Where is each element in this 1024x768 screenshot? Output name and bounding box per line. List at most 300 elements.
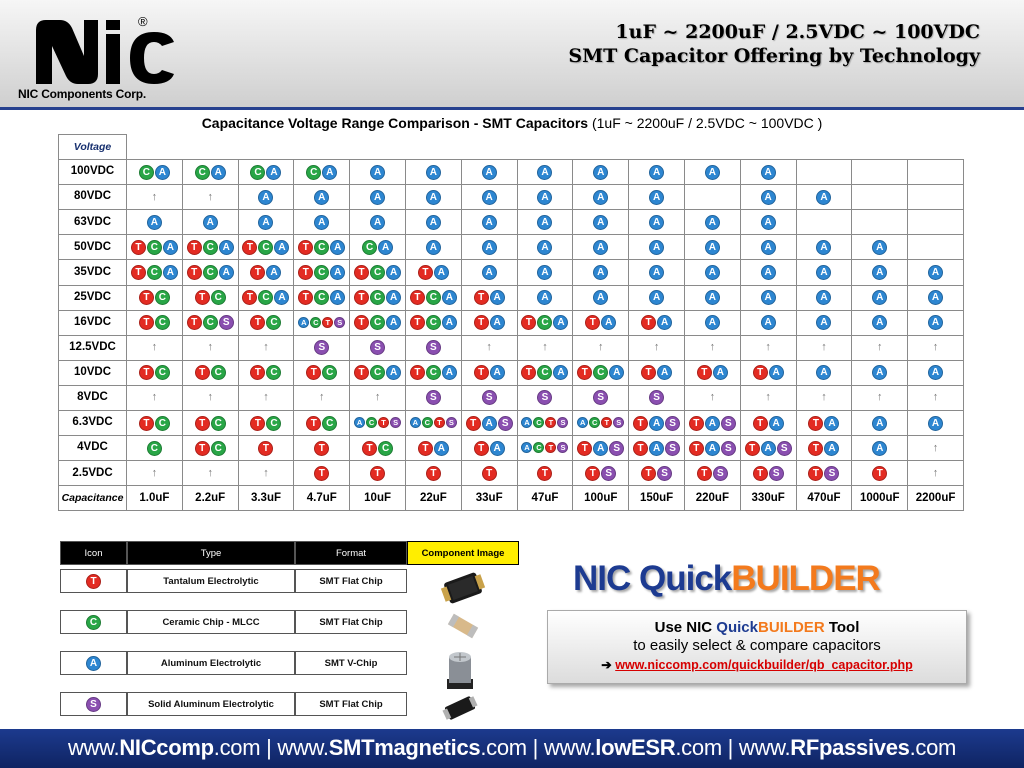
capacitance-label: 3.3uF [238, 486, 294, 511]
aluminum-icon: A [266, 265, 281, 280]
ceramic-icon: C [366, 417, 377, 428]
tantalum-icon: T [306, 416, 321, 431]
aluminum-icon: A [482, 240, 497, 255]
matrix-row [59, 235, 964, 260]
solid-aluminum-icon: S [482, 390, 497, 405]
arrow-up-icon: ↑ [598, 341, 604, 354]
matrix-cell [294, 411, 350, 436]
aluminum-icon: A [386, 265, 401, 280]
aluminum-icon: A [386, 365, 401, 380]
matrix-cell [684, 185, 740, 210]
matrix-cell [461, 285, 517, 310]
matrix-cell [350, 260, 406, 285]
legend-header-format: Format [295, 541, 407, 565]
matrix-cell [796, 385, 852, 410]
aluminum-icon: A [761, 165, 776, 180]
matrix-cell [740, 411, 796, 436]
tantalum-icon: T [808, 416, 823, 431]
capacitance-label: 470uF [796, 486, 852, 511]
aluminum-icon: A [816, 240, 831, 255]
aluminum-icon: A [593, 190, 608, 205]
quickbuilder-logo-nic: NIC [573, 559, 639, 598]
tantalum-icon: T [521, 365, 536, 380]
aluminum-icon: A [705, 290, 720, 305]
ceramic-icon: C [266, 315, 281, 330]
quickbuilder-logo-quick: Quick [639, 559, 732, 598]
legend-header-type: Type [127, 541, 295, 565]
matrix-cell [517, 360, 573, 385]
voltage-label: 8VDC [59, 385, 127, 410]
quickbuilder-headline-quick: Quick [716, 619, 758, 636]
matrix-row [59, 360, 964, 385]
aluminum-icon: A [482, 416, 497, 431]
footer-site-link[interactable] [277, 735, 527, 760]
aluminum-icon: A [537, 265, 552, 280]
matrix-cell [350, 310, 406, 335]
ceramic-icon: C [422, 417, 433, 428]
tantalum-icon: T [577, 441, 592, 456]
ceramic-icon: C [370, 290, 385, 305]
tantalum-icon: T [585, 466, 600, 481]
solid-aluminum-icon: S [390, 417, 401, 428]
ceramic-icon: C [370, 315, 385, 330]
aluminum-icon: A [442, 290, 457, 305]
matrix-cell [127, 436, 183, 461]
matrix-cell [294, 360, 350, 385]
matrix-cell [517, 235, 573, 260]
tantalum-icon: T [370, 466, 385, 481]
ceramic-icon: C [147, 265, 162, 280]
matrix-row [59, 310, 964, 335]
tantalum-chip-image [438, 569, 488, 607]
matrix-cell [461, 310, 517, 335]
footer-separator: | [260, 735, 278, 760]
arrow-up-icon: ↑ [709, 341, 716, 354]
ceramic-icon: C [211, 290, 226, 305]
legend-icon-cell [60, 651, 127, 675]
arrow-up-icon: ↑ [263, 341, 269, 354]
matrix-cell [852, 335, 908, 360]
aluminum-icon: A [649, 240, 664, 255]
aluminum-icon: A [442, 315, 457, 330]
ceramic-icon: C [370, 365, 385, 380]
matrix-cell [350, 185, 406, 210]
arrow-up-icon: ↑ [486, 341, 492, 354]
solid-aluminum-icon: S [446, 417, 457, 428]
matrix-cell [629, 310, 685, 335]
matrix-cell [238, 210, 294, 235]
ceramic-icon: C [203, 315, 218, 330]
footer-site-link[interactable] [544, 735, 722, 760]
matrix-cell [517, 411, 573, 436]
matrix-cell [573, 185, 629, 210]
aluminum-icon: A [649, 416, 664, 431]
voltage-label: 63VDC [59, 210, 127, 235]
aluminum-icon: A [86, 656, 101, 671]
matrix-cell [908, 210, 964, 235]
matrix-cell [684, 461, 740, 486]
aluminum-icon: A [593, 265, 608, 280]
arrow-up-icon: ↑ [877, 391, 883, 404]
arrow-up-icon: ↑ [765, 341, 771, 354]
footer-site-name: NICcomp [119, 735, 214, 760]
matrix-cell [238, 461, 294, 486]
ceramic-icon: C [314, 290, 329, 305]
footer-site-link[interactable] [739, 735, 956, 760]
solid-aluminum-chip-image [440, 693, 480, 723]
legend-header-icon: Icon [60, 541, 127, 565]
arrow-up-icon: ↑ [319, 391, 325, 404]
aluminum-icon: A [761, 240, 776, 255]
tantalum-icon: T [298, 290, 313, 305]
arrow-up-icon: ↑ [932, 341, 939, 354]
aluminum-icon: A [649, 215, 664, 230]
matrix-cell [740, 235, 796, 260]
aluminum-icon: A [816, 190, 831, 205]
aluminum-icon: A [490, 365, 505, 380]
tantalum-icon: T [195, 416, 210, 431]
voltage-label: 35VDC [59, 260, 127, 285]
matrix-cell [405, 461, 461, 486]
matrix-cell [908, 160, 964, 185]
matrix-cell [350, 210, 406, 235]
ceramic-icon: C [211, 441, 226, 456]
tantalum-icon: T [641, 466, 656, 481]
matrix-cell [350, 461, 406, 486]
solid-aluminum-icon: S [777, 441, 792, 456]
tantalum-icon: T [808, 466, 823, 481]
aluminum-icon: A [657, 315, 672, 330]
voltage-label: 6.3VDC [59, 411, 127, 436]
aluminum-icon: A [649, 265, 664, 280]
voltage-label: 10VDC [59, 360, 127, 385]
matrix-cell [405, 285, 461, 310]
tantalum-icon: T [577, 365, 592, 380]
matrix-cell [350, 335, 406, 360]
tantalum-icon: T [689, 416, 704, 431]
matrix-cell [852, 285, 908, 310]
tantalum-icon: T [601, 417, 612, 428]
solid-aluminum-icon: S [721, 416, 736, 431]
aluminum-icon: A [426, 190, 441, 205]
aluminum-icon: A [553, 365, 568, 380]
matrix-cell [294, 310, 350, 335]
matrix-cell [461, 461, 517, 486]
ceramic-icon: C [537, 365, 552, 380]
aluminum-icon: A [442, 365, 457, 380]
tantalum-icon: T [139, 315, 154, 330]
aluminum-icon: A [705, 165, 720, 180]
ceramic-icon: C [147, 441, 162, 456]
matrix-cell [908, 185, 964, 210]
ceramic-icon: C [211, 416, 226, 431]
ceramic-icon: C [139, 165, 154, 180]
solid-aluminum-icon: S [824, 466, 839, 481]
aluminum-icon: A [266, 165, 281, 180]
matrix-cell [629, 235, 685, 260]
tantalum-icon: T [410, 365, 425, 380]
footer-separator: | [526, 735, 544, 760]
voltage-label: 80VDC [59, 185, 127, 210]
matrix-cell [350, 235, 406, 260]
aluminum-icon: A [537, 165, 552, 180]
matrix-cell [908, 285, 964, 310]
aluminum-icon: A [816, 365, 831, 380]
solid-aluminum-icon: S [557, 417, 568, 428]
matrix-cell [461, 160, 517, 185]
matrix-cell [629, 436, 685, 461]
registered-mark: ® [138, 14, 148, 29]
aluminum-icon: A [824, 441, 839, 456]
matrix-cell [238, 436, 294, 461]
matrix-cell [517, 185, 573, 210]
solid-aluminum-icon: S [593, 390, 608, 405]
tantalum-icon: T [410, 315, 425, 330]
matrix-cell [796, 436, 852, 461]
footer [0, 729, 1024, 768]
matrix-cell [684, 411, 740, 436]
legend-row [60, 610, 407, 634]
aluminum-icon: A [705, 240, 720, 255]
matrix-cell [182, 310, 238, 335]
tantalum-icon: T [250, 365, 265, 380]
voltage-label: 16VDC [59, 310, 127, 335]
matrix-cell [127, 210, 183, 235]
ceramic-icon: C [426, 290, 441, 305]
matrix-cell [852, 185, 908, 210]
arrow-up-icon: ↑ [932, 441, 939, 454]
matrix-cell [852, 436, 908, 461]
matrix-cell [127, 411, 183, 436]
matrix-cell [908, 310, 964, 335]
matrix-cell [684, 260, 740, 285]
voltage-label: 12.5VDC [59, 335, 127, 360]
solid-aluminum-icon: S [426, 390, 441, 405]
aluminum-icon: A [482, 265, 497, 280]
capacitance-label: 2.2uF [182, 486, 238, 511]
solid-aluminum-icon: S [713, 466, 728, 481]
matrix-cell [461, 360, 517, 385]
tantalum-icon: T [482, 466, 497, 481]
matrix-cell [796, 210, 852, 235]
aluminum-icon: A [314, 215, 329, 230]
quickbuilder-headline [548, 619, 966, 636]
arrow-up-icon: ↑ [932, 466, 939, 479]
ceramic-icon: C [370, 265, 385, 280]
matrix-cell [908, 461, 964, 486]
arrow-up-icon: ↑ [207, 391, 213, 404]
page-title-line2: SMT Capacitor Offering by Technology [568, 45, 980, 67]
aluminum-icon: A [872, 265, 887, 280]
ceramic-icon: C [362, 240, 377, 255]
tantalum-icon: T [306, 365, 321, 380]
aluminum-icon: A [521, 417, 532, 428]
aluminum-icon: A [330, 290, 345, 305]
aluminum-icon: A [761, 265, 776, 280]
matrix-cell [852, 210, 908, 235]
matrix-cell [740, 461, 796, 486]
ceramic-chip-image [445, 612, 481, 640]
solid-aluminum-icon: S [370, 340, 385, 355]
matrix-cell [684, 360, 740, 385]
arrow-up-icon: ↑ [821, 391, 827, 404]
matrix-cell [238, 385, 294, 410]
matrix-cell [238, 360, 294, 385]
matrix-cell [573, 260, 629, 285]
ceramic-icon: C [306, 165, 321, 180]
solid-aluminum-icon: S [498, 416, 513, 431]
matrix-title-bold: Capacitance Voltage Range Comparison - SMT Capacitors [201, 115, 589, 131]
matrix-cell [740, 160, 796, 185]
quickbuilder-headline-post: Tool [824, 619, 860, 636]
matrix-cell [796, 360, 852, 385]
ceramic-icon: C [533, 417, 544, 428]
ceramic-icon: C [537, 315, 552, 330]
legend-type: Solid Aluminum Electrolytic [127, 692, 295, 716]
matrix-cell [238, 235, 294, 260]
matrix-cell [796, 411, 852, 436]
aluminum-icon: A [314, 190, 329, 205]
footer-site-name: lowESR [595, 735, 676, 760]
aluminum-icon: A [824, 416, 839, 431]
capacitance-label: 330uF [740, 486, 796, 511]
matrix-cell [182, 285, 238, 310]
matrix-cell [740, 436, 796, 461]
aluminum-icon: A [490, 290, 505, 305]
aluminum-icon: A [426, 240, 441, 255]
solid-aluminum-icon: S [314, 340, 329, 355]
matrix-row [59, 285, 964, 310]
tantalum-icon: T [697, 466, 712, 481]
tantalum-icon: T [250, 416, 265, 431]
matrix-cell [908, 385, 964, 410]
matrix-title [0, 115, 1024, 131]
matrix-cell [127, 360, 183, 385]
matrix-cell [127, 235, 183, 260]
tantalum-icon: T [410, 290, 425, 305]
aluminum-icon: A [386, 290, 401, 305]
matrix-cell [684, 210, 740, 235]
solid-aluminum-icon: S [334, 317, 345, 328]
aluminum-icon: A [928, 365, 943, 380]
aluminum-icon: A [370, 165, 385, 180]
aluminum-icon: A [521, 442, 532, 453]
legend-format: SMT Flat Chip [295, 569, 407, 593]
matrix-cell [629, 210, 685, 235]
matrix-cell [350, 436, 406, 461]
ceramic-icon: C [593, 365, 608, 380]
matrix-cell [182, 160, 238, 185]
aluminum-icon: A [490, 441, 505, 456]
matrix-cell [350, 285, 406, 310]
matrix-row [59, 461, 964, 486]
aluminum-icon: A [761, 315, 776, 330]
arrow-up-icon: ↑ [709, 391, 716, 404]
header [0, 0, 1024, 110]
quickbuilder-logo[interactable] [573, 559, 880, 599]
footer-site-prefix: www. [738, 735, 791, 760]
matrix-cell [908, 436, 964, 461]
aluminum-icon: A [872, 441, 887, 456]
aluminum-icon: A [537, 215, 552, 230]
footer-site-link[interactable] [68, 735, 260, 760]
ceramic-icon: C [258, 240, 273, 255]
quickbuilder-link[interactable]: www.niccomp.com/quickbuilder/qb_capacitor.php [615, 658, 913, 672]
aluminum-icon: A [490, 315, 505, 330]
tantalum-icon: T [872, 466, 887, 481]
matrix-cell [684, 160, 740, 185]
aluminum-icon: A [928, 290, 943, 305]
aluminum-icon: A [426, 215, 441, 230]
aluminum-icon: A [258, 215, 273, 230]
matrix-cell [182, 235, 238, 260]
matrix-cell [573, 310, 629, 335]
tantalum-icon: T [258, 441, 273, 456]
tantalum-icon: T [641, 365, 656, 380]
tantalum-icon: T [418, 265, 433, 280]
tantalum-icon: T [474, 290, 489, 305]
matrix-cell [461, 335, 517, 360]
matrix-cell [684, 235, 740, 260]
matrix-cell [796, 310, 852, 335]
arrow-up-icon: ↑ [374, 391, 381, 404]
aluminum-icon: A [378, 240, 393, 255]
tantalum-icon: T [362, 441, 377, 456]
matrix-cell [684, 436, 740, 461]
aluminum-icon: A [705, 416, 720, 431]
matrix-cell [405, 210, 461, 235]
matrix-cell [573, 461, 629, 486]
tantalum-icon: T [418, 441, 433, 456]
capacitance-label: 22uF [405, 486, 461, 511]
matrix-cell [182, 360, 238, 385]
aluminum-icon: A [816, 315, 831, 330]
tantalum-icon: T [474, 365, 489, 380]
aluminum-icon: A [769, 416, 784, 431]
matrix-cell [294, 260, 350, 285]
voltage-label: 2.5VDC [59, 461, 127, 486]
tantalum-icon: T [139, 290, 154, 305]
tantalum-icon: T [434, 417, 445, 428]
aluminum-icon: A [386, 315, 401, 330]
aluminum-icon: A [761, 290, 776, 305]
aluminum-icon: A [609, 365, 624, 380]
aluminum-icon: A [705, 215, 720, 230]
tantalum-icon: T [195, 365, 210, 380]
matrix-cell [796, 160, 852, 185]
matrix-cell [238, 310, 294, 335]
tantalum-icon: T [753, 365, 768, 380]
aluminum-icon: A [761, 190, 776, 205]
legend-icon-cell [60, 610, 127, 634]
legend-type: Aluminum Electrolytic [127, 651, 295, 675]
quickbuilder-logo-builder: BUILDER [731, 559, 880, 598]
matrix-cell [127, 461, 183, 486]
legend-row [60, 651, 407, 675]
matrix-cell [182, 461, 238, 486]
solid-aluminum-icon: S [649, 390, 664, 405]
matrix-cell [405, 185, 461, 210]
solid-aluminum-icon: S [769, 466, 784, 481]
matrix-row [59, 335, 964, 360]
matrix-cell [182, 260, 238, 285]
matrix-cell [908, 411, 964, 436]
arrow-up-icon: ↑ [932, 391, 939, 404]
aluminum-icon: A [274, 290, 289, 305]
aluminum-icon: A [657, 365, 672, 380]
matrix-cell [852, 411, 908, 436]
footer-site-prefix: www. [543, 735, 596, 760]
